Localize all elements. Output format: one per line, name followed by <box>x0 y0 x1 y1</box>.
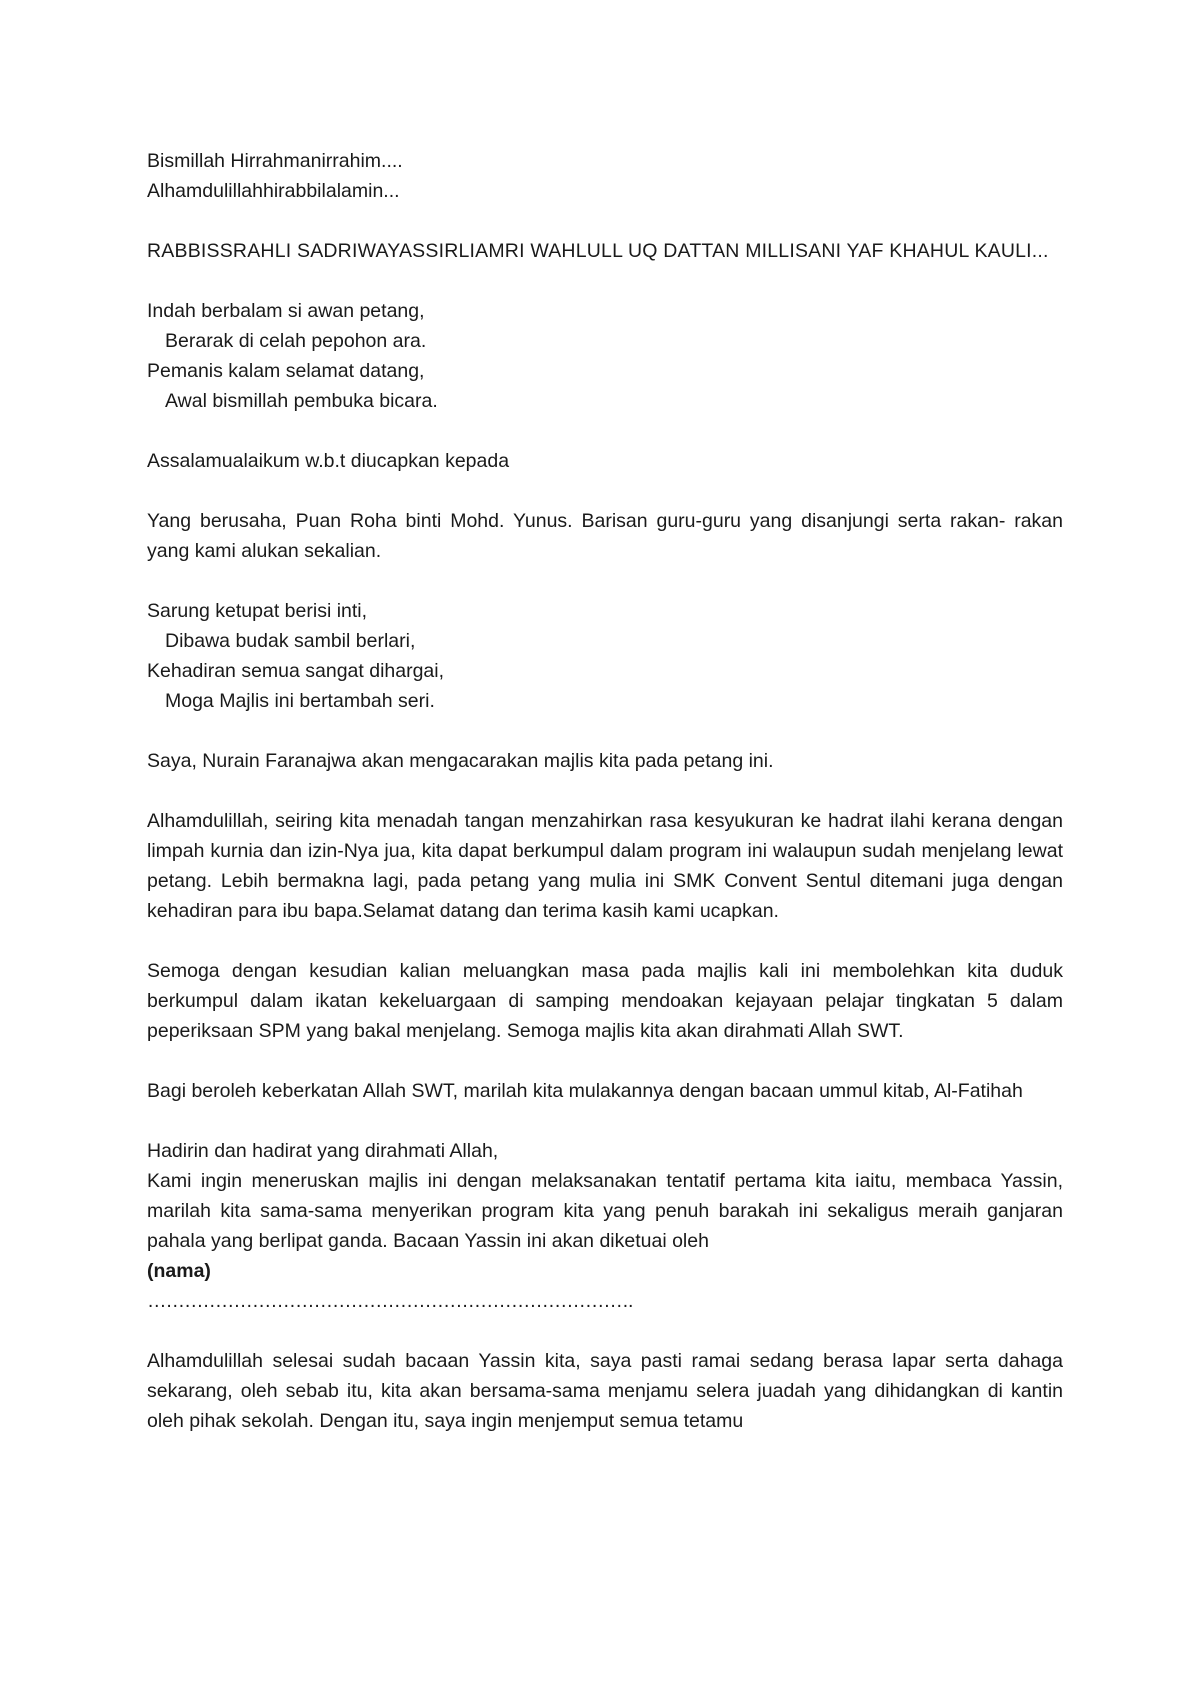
spacer <box>147 1046 1063 1076</box>
paragraph-2: Semoga dengan kesudian kalian meluangkan masa pada majlis kali ini membolehkan kita duduk berkumpul dalam ikatan kekeluargaan di samping mendoakan kejayaan pelajar tingkatan 5 dalam peperiksaan SPM yang bakal menjelang. Semoga majlis kita akan dirahmati Allah SWT. <box>147 960 1063 1042</box>
name-placeholder: (nama) <box>147 1260 211 1282</box>
spacer <box>147 1106 1063 1136</box>
spacer <box>147 1316 1063 1346</box>
doa-paragraph: RABBISSRAHLI SADRIWAYASSIRLIAMRI WAHLULL UQ DATTAN MILLISANI YAF KHAHUL KAULI... <box>147 240 1049 262</box>
spacer <box>147 566 1063 596</box>
paragraph-4-body: Kami ingin meneruskan majlis ini dengan melaksanakan tentatif pertama kita iaitu, membaca Yassin, marilah kita sama-sama menyerikan program kita yang penuh barakah ini sekaligus meraih ganjaran pahala yang berlipat ganda. Bacaan Yassin ini akan diketuai oleh <box>147 1170 1063 1252</box>
pantun2-line-4: Moga Majlis ini bertambah seri. <box>165 690 435 712</box>
pantun2-line-1: Sarung ketupat berisi inti, <box>147 600 368 622</box>
pantun1-line-3: Pemanis kalam selamat datang, <box>147 360 425 382</box>
document-body <box>147 146 1063 1436</box>
paragraph-4-line-1: Hadirin dan hadirat yang dirahmati Allah, <box>147 1140 499 1162</box>
intro-line: Saya, Nurain Faranajwa akan mengacarakan majlis kita pada petang ini. <box>147 750 774 772</box>
dotted-line: ……………………………………………………………………. <box>147 1290 633 1312</box>
spacer <box>147 266 1063 296</box>
paragraph-3: Bagi beroleh keberkatan Allah SWT, marilah kita mulakannya dengan bacaan ummul kitab, Al-Fatihah <box>147 1080 1023 1102</box>
salam-line: Assalamualaikum w.b.t diucapkan kepada <box>147 450 510 472</box>
spacer <box>147 776 1063 806</box>
opening-line-1: Bismillah Hirrahmanirrahim.... <box>147 150 403 172</box>
spacer <box>147 926 1063 956</box>
pantun1-line-2: Berarak di celah pepohon ara. <box>165 330 427 352</box>
pantun1-line-4: Awal bismillah pembuka bicara. <box>165 390 438 412</box>
spacer <box>147 716 1063 746</box>
pantun2-line-2: Dibawa budak sambil berlari, <box>165 630 416 652</box>
spacer <box>147 416 1063 446</box>
paragraph-5: Alhamdulillah selesai sudah bacaan Yassin kita, saya pasti ramai sedang berasa lapar serta dahaga sekarang, oleh sebab itu, kita akan bersama-sama menjamu selera juadah yang dihidangkan di kantin oleh pihak sekolah. Dengan itu, saya ingin menjemput semua tetamu <box>147 1350 1063 1432</box>
paragraph-1: Alhamdulillah, seiring kita menadah tangan menzahirkan rasa kesyukuran ke hadrat ilahi kerana dengan limpah kurnia dan izin-Nya jua, kita dapat berkumpul dalam program ini walaupun sudah menjelang lewat petang. Lebih bermakna lagi, pada petang yang mulia ini SMK Convent Sentul ditemani juga dengan kehadiran para ibu bapa.Selamat datang dan terima kasih kami ucapkan. <box>147 810 1063 922</box>
greeting-paragraph: Yang berusaha, Puan Roha binti Mohd. Yunus. Barisan guru-guru yang disanjungi serta rakan- rakan yang kami alukan sekalian. <box>147 510 1063 562</box>
pantun2-line-3: Kehadiran semua sangat dihargai, <box>147 660 445 682</box>
opening-line-2: Alhamdulillahhirabbilalamin... <box>147 180 400 202</box>
spacer <box>147 476 1063 506</box>
spacer <box>147 206 1063 236</box>
pantun1-line-1: Indah berbalam si awan petang, <box>147 300 425 322</box>
